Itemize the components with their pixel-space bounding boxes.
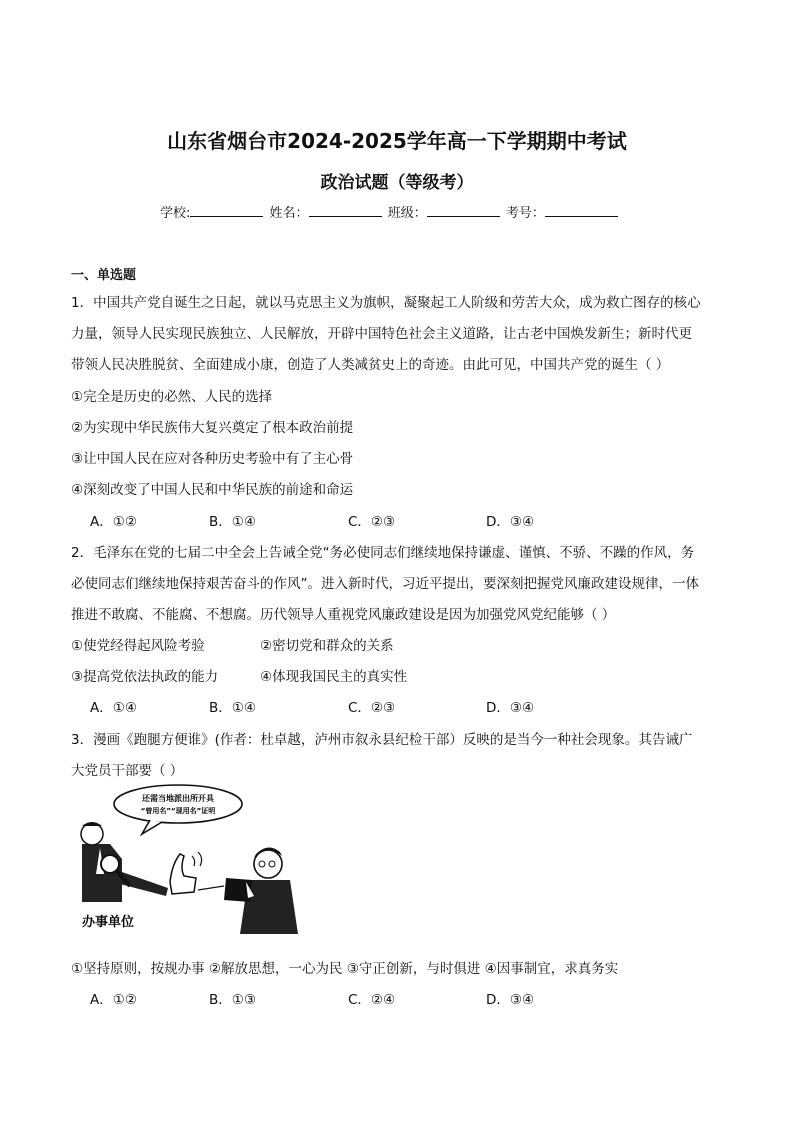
q2-stem-line: 必使同志们继续地保持艰苦奋斗的作风”。进入新时代，习近平提出，要深刻把握党风廉政建设规律，一体 — [71, 576, 699, 592]
school-label: 学校: — [160, 206, 191, 221]
section-heading: 一、单选题 — [71, 268, 137, 283]
q3-statements: ①坚持原则，按规办事 ②解放思想，一心为民 ③守正创新，与时俱进 ④因事制宜，求真务实 — [71, 961, 619, 977]
cartoon-image — [80, 784, 302, 934]
q3-option-b[interactable]: B．①③ — [209, 992, 256, 1008]
q2-statement: ②密切党和群众的关系 — [260, 638, 394, 654]
student-info-row — [160, 202, 620, 221]
q3-option-d[interactable]: D．③④ — [486, 992, 535, 1008]
official-figure — [81, 822, 168, 902]
name-label: 姓名： — [269, 206, 309, 221]
hand-gesture — [170, 852, 202, 894]
q1-stem-line: 1．中国共产党自诞生之日起，就以马克思主义为旗帜，凝聚起工人阶级和劳苦大众，成为救亡图存的核心 — [71, 295, 701, 311]
citizen-figure — [224, 847, 298, 934]
q2-stem-line: 2．毛泽东在党的七届二中全会上告诫全党“务必使同志们继续地保持谦虚、谨慎、不骄、不躁的作风，务 — [71, 545, 695, 561]
q2-statement: ④体现我国民主的真实性 — [260, 669, 408, 685]
q3-stem-line: 大党员干部要（ ） — [71, 763, 184, 779]
q2-statement: ①使党经得起风险考验 — [71, 638, 205, 654]
q1-option-b[interactable]: B．①④ — [209, 514, 256, 530]
q2-statement-row — [71, 634, 671, 654]
bubble-text-line1: 还需当地派出所开具 — [142, 794, 214, 803]
q1-option-a[interactable]: A．①② — [90, 514, 137, 530]
speech-bubble — [114, 785, 242, 834]
exam-number-blank[interactable] — [545, 205, 618, 217]
q1-stem-line: 力量，领导人民实现民族独立、人民解放，开辟中国特色社会主义道路，让古老中国焕发新生；新时代更 — [71, 326, 692, 342]
class-blank[interactable] — [427, 205, 500, 217]
q1-option-c[interactable]: C．②③ — [348, 514, 396, 530]
cartoon-label: 办事单位 — [82, 915, 135, 930]
class-label: 班级： — [387, 206, 427, 221]
q1-statement: ①完全是历史的必然、人民的选择 — [71, 389, 273, 405]
q1-stem-line: 带领人民决胜脱贫、全面建成小康，创造了人类减贫史上的奇迹。由此可见，中国共产党的诞生（ ） — [71, 357, 670, 373]
q3-option-c[interactable]: C．②④ — [348, 992, 396, 1008]
exam-number-label: 考号： — [505, 206, 545, 221]
q1-option-d[interactable]: D．③④ — [486, 514, 535, 530]
q3-option-a[interactable]: A．①② — [90, 992, 137, 1008]
q2-option-d[interactable]: D．③④ — [486, 700, 535, 716]
q2-stem-line: 推进不敢腐、不能腐、不想腐。历代领导人重视党风廉政建设是因为加强党风党纪能够（ ） — [71, 607, 616, 623]
q2-statement: ③提高党依法执政的能力 — [71, 669, 219, 685]
bubble-text-line2: “曾用名”“现用名”证明 — [140, 807, 216, 815]
exam-title: 山东省烟台市2024-2025学年高一下学期期中考试 — [167, 129, 627, 153]
exam-subtitle: 政治试题（等级考） — [320, 173, 474, 193]
q2-option-c[interactable]: C．②③ — [348, 700, 396, 716]
q1-statement: ④深刻改变了中国人民和中华民族的前途和命运 — [71, 482, 354, 498]
q1-statement: ③让中国人民在应对各种历史考验中有了主心骨 — [71, 451, 354, 467]
q2-option-b[interactable]: B．①④ — [209, 700, 256, 716]
q1-statement: ②为实现中华民族伟大复兴奠定了根本政治前提 — [71, 420, 354, 436]
name-blank[interactable] — [309, 205, 382, 217]
q2-statement-row — [71, 665, 671, 685]
q2-option-a[interactable]: A．①④ — [90, 700, 137, 716]
q3-stem-line: 3．漫画《跑腿方便谁》(作者：杜卓越，泸州市叙永县纪检干部）反映的是当今一种社会现象。其告诫广 — [71, 732, 693, 748]
school-blank[interactable] — [190, 205, 263, 217]
